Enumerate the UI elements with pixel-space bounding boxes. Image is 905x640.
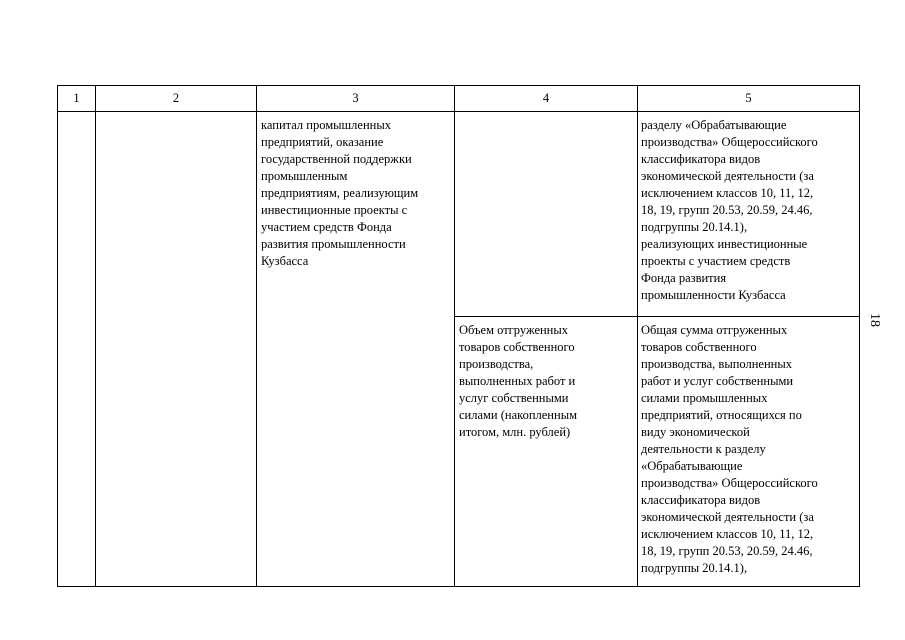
cell-text: капитал промышленных предприятий, оказание государственной поддержки промышленным предприятиям, реализующим инвестиционные проекты с участием средств Фонда развития промышленности Кузбасса	[261, 118, 419, 268]
document-table	[57, 85, 860, 587]
cell-col-4	[455, 112, 638, 317]
cell-col-5	[638, 112, 860, 317]
cell-text: Объем отгруженных товаров собственного производства, выполненных работ и услуг собственными силами (накопленным итогом, млн. рублей)	[459, 323, 577, 439]
cell-col-5	[638, 317, 860, 587]
cell-col-3	[257, 112, 455, 587]
header-col-2: 2	[96, 86, 257, 112]
cell-col-1	[58, 112, 96, 587]
cell-text	[455, 112, 637, 119]
header-col-3: 3	[257, 86, 455, 112]
header-col-5: 5	[638, 86, 860, 112]
cell-text: разделу «Обрабатывающие производства» Общероссийского классификатора видов экономической деятельности (за исключением классов 10, 11, 12, 18, 19, групп 20.53, 20.59, 24.46, подгруппы 20.14.1), реализующих инвестиционные проекты с участием средств Фонда развития промышленности Кузбасса	[641, 118, 818, 302]
page-number: 18	[867, 313, 882, 327]
header-col-1: 1	[58, 86, 96, 112]
cell-text: Общая сумма отгруженных товаров собственного производства, выполненных работ и услуг собственными силами промышленных предприятий, относящихся по виду экономической деятельности к разделу «Обрабатывающие производства» Общероссийского классификатора видов экономической деятельности (за исключением классов 10, 11, 12, 18, 19, групп 20.53, 20.59, 24.46, подгруппы 20.14.1),	[641, 323, 818, 575]
cell-col-2	[96, 112, 257, 587]
table-row	[58, 112, 860, 317]
header-row	[58, 86, 860, 112]
cell-col-4	[455, 317, 638, 587]
header-col-4: 4	[455, 86, 638, 112]
